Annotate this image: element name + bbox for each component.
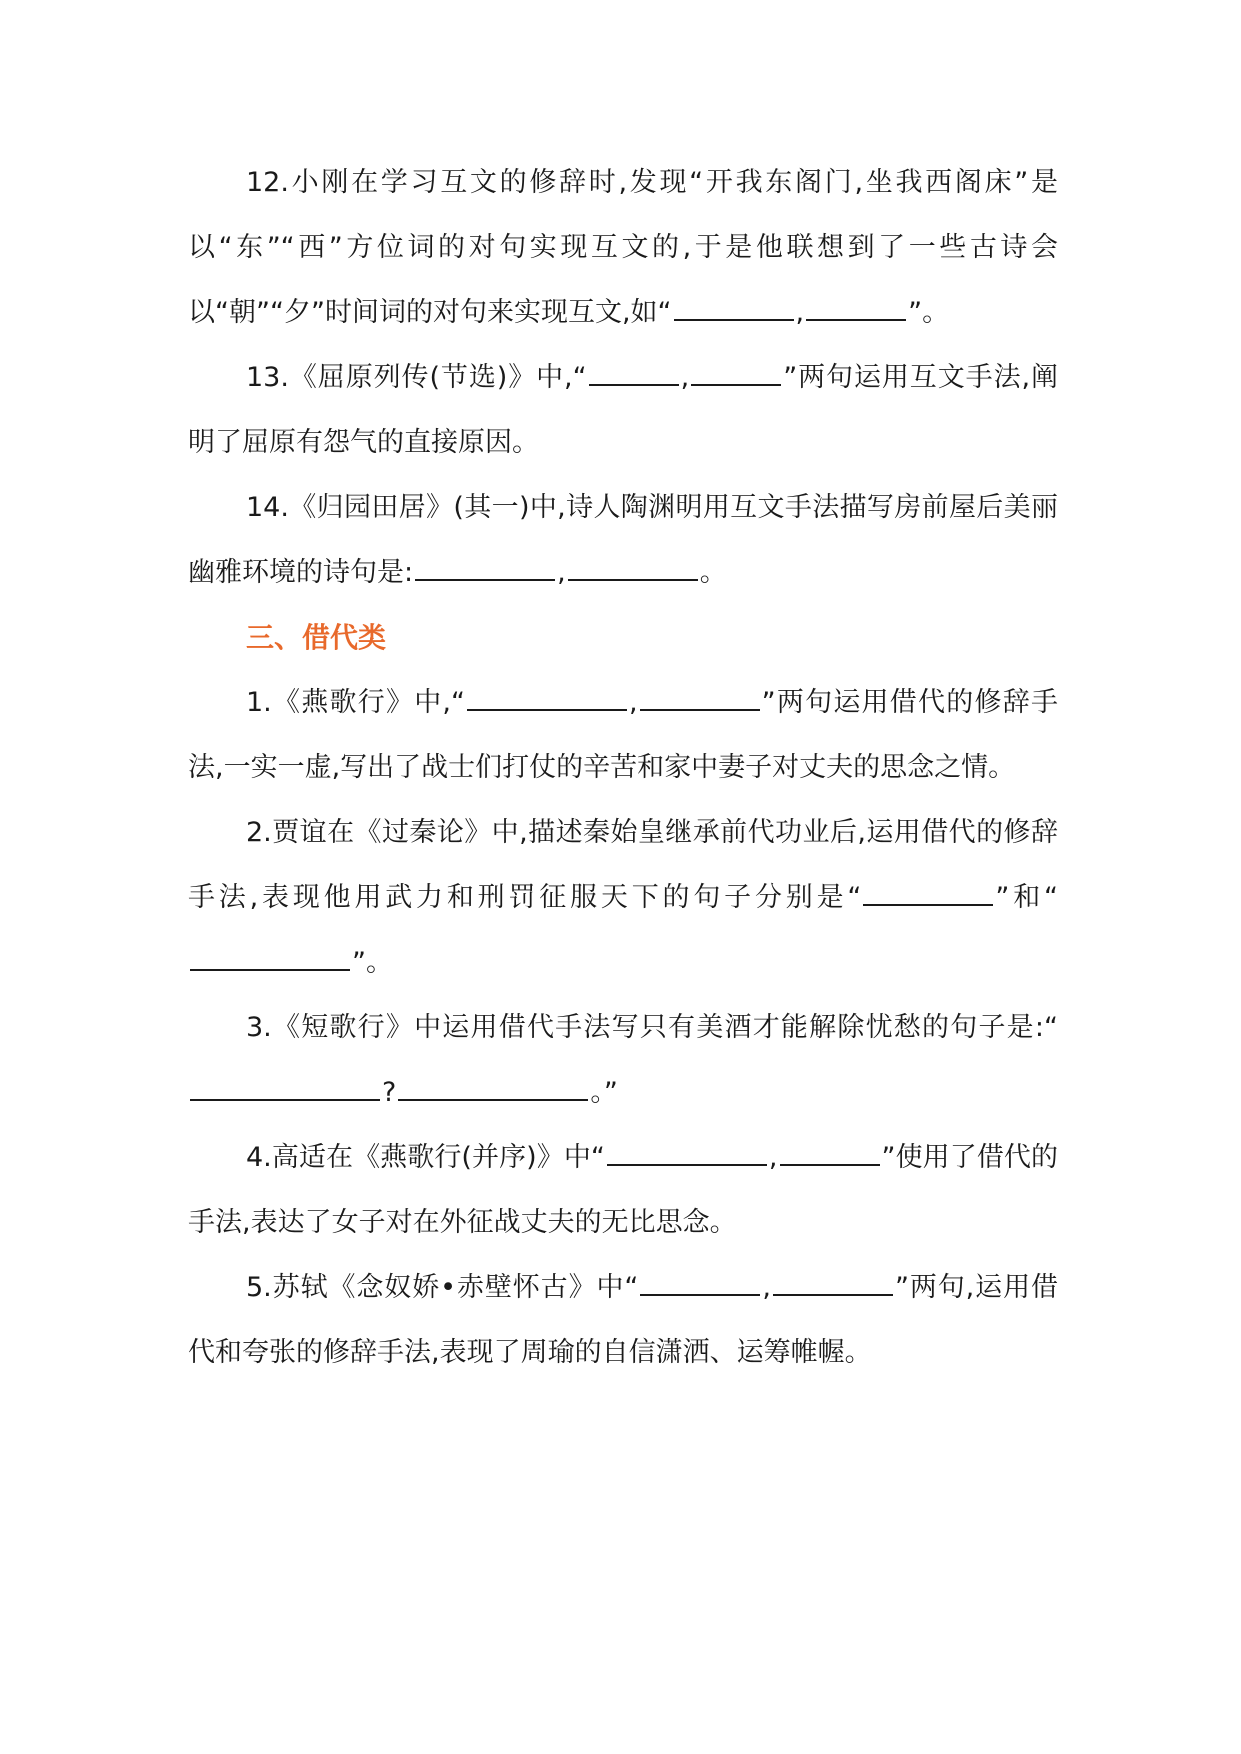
answer-blank[interactable]: [589, 364, 679, 386]
question-end: ”。: [352, 947, 393, 978]
question-text: ”两句运用互文手法,阐明了屈原有怨气的直接原因。: [188, 362, 1058, 458]
question-text: 4.高适在《燕歌行(并序)》中“: [246, 1142, 605, 1173]
answer-blank[interactable]: [674, 299, 794, 321]
separator: ?: [382, 1077, 397, 1108]
answer-blank[interactable]: [190, 949, 350, 971]
separator: ,: [680, 362, 690, 393]
answer-blank[interactable]: [190, 1079, 380, 1101]
question-b2: [188, 800, 1058, 995]
question-13: [188, 345, 1058, 475]
answer-blank[interactable]: [780, 1144, 880, 1166]
question-text: 3.《短歌行》中运用借代手法写只有美酒才能解除忧愁的句子是:“: [246, 1012, 1058, 1043]
question-text: 2.贾谊在《过秦论》中,描述秦始皇继承前代功业后,运用借代的修辞手法,表现他用武力和刑罚征服天下的句子分别是“: [188, 817, 1058, 913]
separator: ,: [557, 557, 566, 588]
worksheet-content: [188, 150, 1058, 1385]
question-text: 12.小刚在学习互文的修辞时,发现“开我东阁门,坐我西阁床”是以“东”“西”方位词的对句实现互文的,于是他联想到了一些古诗会以“朝”“夕”时间词的对句来实现互文,如“: [188, 167, 1058, 328]
answer-blank[interactable]: [806, 299, 906, 321]
question-b5: [188, 1255, 1058, 1385]
section-heading: 三、借代类: [246, 621, 387, 654]
answer-blank[interactable]: [568, 559, 698, 581]
question-end: ”。: [908, 297, 950, 328]
question-text: 5.苏轼《念奴娇•赤壁怀古》中“: [246, 1272, 639, 1303]
answer-blank[interactable]: [467, 689, 627, 711]
question-text: 13.《屈原列传(节选)》中,“: [246, 362, 587, 393]
separator: ,: [795, 297, 805, 328]
question-text: ”两句,运用借代和夸张的修辞手法,表现了周瑜的自信潇洒、运筹帷幄。: [188, 1272, 1058, 1368]
question-14: [188, 475, 1058, 605]
question-12: [188, 150, 1058, 345]
question-text: ”和“: [995, 882, 1058, 913]
answer-blank[interactable]: [607, 1144, 767, 1166]
answer-blank[interactable]: [415, 559, 555, 581]
question-b4: [188, 1125, 1058, 1255]
question-text: 14.《归园田居》(其一)中,诗人陶渊明用互文手法描写房前屋后美丽幽雅环境的诗句是:: [188, 492, 1058, 588]
separator: ,: [768, 1142, 778, 1173]
question-end: 。”: [590, 1077, 618, 1108]
answer-blank[interactable]: [691, 364, 781, 386]
question-b3: [188, 995, 1058, 1125]
answer-blank[interactable]: [773, 1274, 893, 1296]
question-b1: [188, 670, 1058, 800]
answer-blank[interactable]: [640, 1274, 760, 1296]
answer-blank[interactable]: [863, 884, 993, 906]
question-text: ”两句运用借代的修辞手法,一实一虚,写出了战士们打仗的辛苦和家中妻子对丈夫的思念之情。: [188, 687, 1058, 783]
question-end: 。: [699, 557, 727, 588]
question-text: ”使用了借代的手法,表达了女子对在外征战丈夫的无比思念。: [188, 1142, 1058, 1238]
separator: ,: [629, 687, 638, 718]
separator: ,: [762, 1272, 771, 1303]
question-text: 1.《燕歌行》中,“: [246, 687, 466, 718]
answer-blank[interactable]: [398, 1079, 588, 1101]
answer-blank[interactable]: [640, 689, 760, 711]
